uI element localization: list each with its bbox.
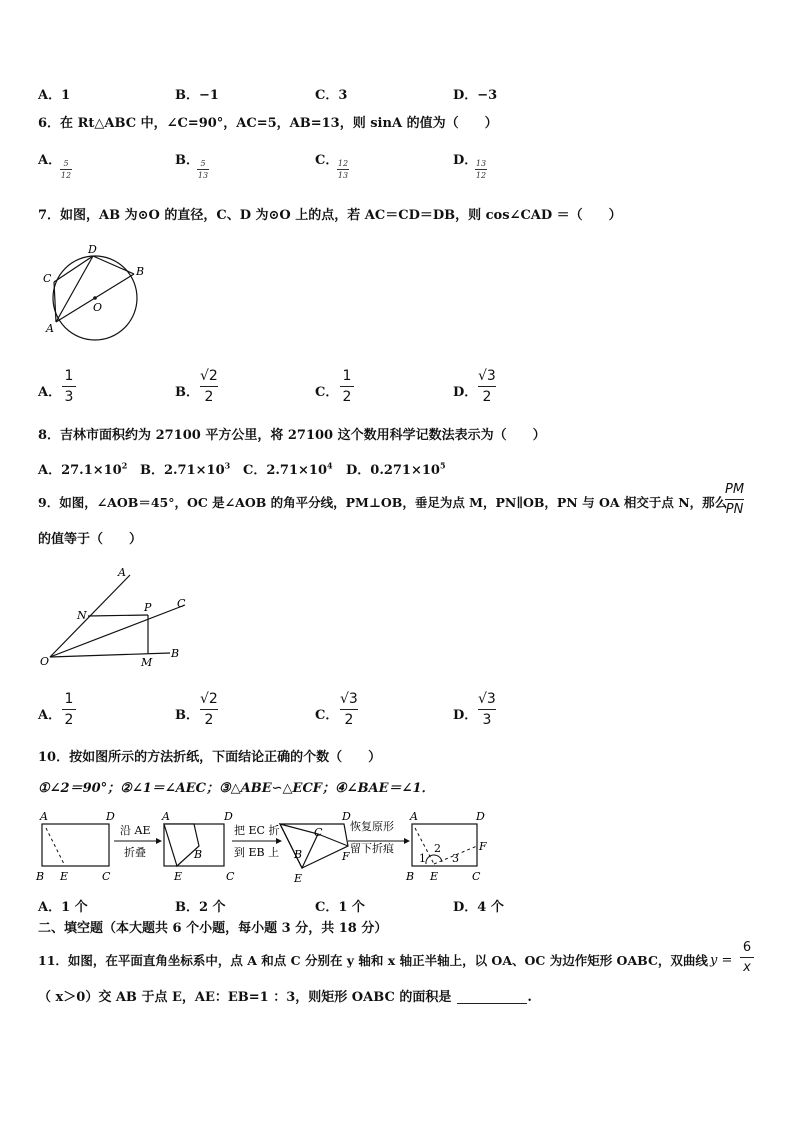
svg-text:C: C (472, 870, 481, 883)
q9-ratio-fraction (725, 482, 744, 517)
svg-text:B: B (194, 848, 203, 861)
label-m: M (141, 656, 153, 669)
q10-option-d: D．4 个 (453, 900, 504, 915)
svg-text:B: B (36, 870, 45, 883)
q6-option-c-fraction (337, 159, 349, 180)
q8-option-d (346, 459, 446, 478)
svg-text:E: E (294, 872, 303, 885)
svg-text:C: C (226, 870, 235, 883)
q6-option-b-label: B． (175, 153, 199, 168)
numerator: 5 (63, 159, 69, 168)
numerator: PM (725, 482, 745, 497)
denominator: 13 (197, 171, 209, 180)
q6-option-a-label: A． (38, 153, 62, 168)
q9-option-a-label: A． (38, 708, 62, 723)
q8-option-a-base: A．27.1×10 (38, 463, 122, 478)
section-2-title: 二、填空题（本大题共 6 个小题，每小题 3 分，共 18 分） (38, 921, 388, 936)
q5-option-d: D．−3 (453, 88, 498, 103)
label-b: B (171, 647, 180, 660)
q7-option-d-fraction (478, 368, 496, 405)
denominator: 3 (64, 389, 74, 405)
label-o: O (93, 301, 103, 314)
svg-text:D: D (106, 810, 115, 823)
q11-hyperbola-fraction (740, 940, 754, 975)
arrow2-line2: 到 EB 上 (234, 846, 280, 859)
q9-option-c-label: C． (315, 708, 339, 723)
q10-conclusions: ①∠2＝90°；②∠1＝∠AEC；③△ABE∽△ECF；④∠BAE＝∠1． (38, 781, 435, 796)
q11-line2-text: （ x＞0）交 AB 于点 E，AE：EB=1 ：3，则矩形 OABC 的面积是 (38, 990, 452, 1005)
svg-text:A: A (162, 810, 170, 823)
q8-option-d-exp: 5 (439, 460, 446, 471)
label-b: B (136, 265, 145, 278)
q7-stem: 7．如图，AB 为⊙O 的直径，C、D 为⊙O 上的点，若 AC＝CD＝DB，则 cos∠CAD ＝（ ） (38, 208, 622, 223)
q7-option-a-label: A． (38, 385, 62, 400)
q6-option-b-fraction (197, 159, 209, 180)
svg-text:E: E (430, 870, 439, 883)
numerator: 5 (200, 159, 206, 168)
denominator: 13 (337, 171, 349, 180)
arrow2-line1: 把 EC 折 (234, 824, 280, 837)
q9-option-b-fraction (200, 691, 218, 728)
label-o: O (40, 655, 50, 668)
denominator: 2 (342, 389, 352, 405)
q8-option-a-exp: 2 (121, 460, 128, 471)
numerator: 1 (64, 691, 74, 707)
denominator: 12 (60, 171, 72, 180)
q8-option-b-base: B．2.71×10 (140, 463, 225, 478)
q9-angle-figure (40, 565, 200, 674)
svg-text:F: F (342, 850, 350, 863)
q5-option-a: A．1 (38, 88, 71, 103)
denominator: PN (725, 502, 744, 517)
label-a: A (46, 322, 54, 335)
q8-option-c-base: C．2.71×10 (243, 463, 327, 478)
q9-option-c-fraction (340, 691, 358, 728)
q6-stem: 6．在 Rt△ABC 中，∠C=90°，AC=5，AB=13，则 sinA 的值为（ ） (38, 116, 498, 131)
q8-option-c-exp: 4 (327, 460, 333, 471)
q11-answer-blank[interactable] (457, 1003, 527, 1004)
label-c: C (177, 597, 186, 610)
numerator: 6 (742, 940, 752, 955)
q10-option-c: C．1 个 (315, 900, 365, 915)
q5-option-b: B．−1 (175, 88, 219, 103)
q11-period: . (527, 990, 532, 1005)
q7-option-d-label: D． (453, 385, 478, 400)
q9-stem: 9．如图，∠AOB＝45°，OC 是∠AOB 的角平分线，PM⊥OB，垂足为点 M，PN∥OB，PN 与 OA 相交于点 N，那么 (38, 495, 728, 510)
q6-option-d-fraction (475, 159, 487, 180)
q9-option-d-fraction (478, 691, 496, 728)
q11-line1: 11．如图，在平面直角坐标系中，点 A 和点 C 分别在 y 轴和 x 轴正半轴上，以 OA、OC 为边作矩形 OABC，双曲线 (38, 953, 708, 968)
q7-option-a-fraction (62, 368, 76, 405)
denominator: x (743, 960, 751, 975)
svg-text:D: D (476, 810, 485, 823)
label-d: D (88, 243, 97, 256)
svg-text:E: E (174, 870, 183, 883)
q8-option-b-exp: 3 (224, 460, 231, 471)
q8-option-c (243, 459, 333, 478)
denominator: 2 (64, 712, 74, 728)
q5-option-c: C．3 (315, 88, 348, 103)
denominator: 2 (482, 389, 492, 405)
q8-option-d-base: D．0.271×10 (346, 463, 440, 478)
numerator: √3 (478, 368, 496, 384)
numerator: √3 (478, 691, 496, 707)
svg-text:B: B (294, 848, 303, 861)
q11-y-eq: y = (710, 953, 733, 968)
svg-text:E: E (60, 870, 69, 883)
denominator: 2 (204, 389, 214, 405)
svg-text:B: B (406, 870, 415, 883)
svg-text:C: C (102, 870, 111, 883)
svg-text:F: F (479, 840, 487, 853)
q9-option-b-label: B． (175, 708, 199, 723)
label-c: C (43, 272, 52, 285)
q9-option-a-fraction (62, 691, 76, 728)
numerator: 12 (337, 159, 349, 168)
label-p: P (144, 601, 152, 614)
q7-option-b-label: B． (175, 385, 199, 400)
q8-option-a (38, 459, 127, 478)
svg-text:3: 3 (452, 852, 459, 865)
q7-option-c-fraction (340, 368, 354, 405)
q9-option-d-label: D． (453, 708, 478, 723)
arrow3-line1: 恢复原形 (350, 820, 394, 833)
arrow1-line2: 折叠 (124, 846, 146, 859)
q6-option-a-fraction (60, 159, 72, 180)
q10-option-a: A．1 个 (38, 900, 88, 915)
q8-option-b (140, 459, 230, 478)
numerator: 1 (342, 368, 352, 384)
label-a: A (118, 566, 126, 579)
denominator: 2 (204, 712, 214, 728)
numerator: √2 (200, 691, 218, 707)
svg-text:D: D (342, 810, 351, 823)
numerator: 1 (64, 368, 74, 384)
q10-stem: 10．按如图所示的方法折纸，下面结论正确的个数（ ） (38, 750, 382, 765)
svg-text:1: 1 (419, 852, 426, 865)
q9-stem-continued: 的值等于（ ） (38, 532, 143, 547)
q6-option-c-label: C． (315, 153, 339, 168)
denominator: 3 (482, 712, 492, 728)
label-n: N (77, 609, 87, 622)
svg-text:A: A (40, 810, 48, 823)
q11-line2 (38, 991, 532, 1004)
q7-option-b-fraction (200, 368, 218, 405)
arrow1-line1: 沿 AE (120, 824, 151, 837)
numerator: √2 (200, 368, 218, 384)
svg-text:2: 2 (434, 842, 441, 855)
svg-text:C: C (314, 826, 323, 839)
q7-circle-figure (40, 240, 150, 344)
denominator: 12 (475, 171, 487, 180)
svg-text:D: D (224, 810, 233, 823)
denominator: 2 (344, 712, 354, 728)
svg-text:A: A (410, 810, 418, 823)
q8-stem: 8．吉林市面积约为 27100 平方公里，将 27100 这个数用科学记数法表示为（ ） (38, 428, 546, 443)
q10-folding-figure (34, 806, 504, 890)
numerator: 13 (475, 159, 487, 168)
numerator: √3 (340, 691, 358, 707)
q10-option-b: B．2 个 (175, 900, 226, 915)
arrow3-line2: 留下折痕 (350, 842, 394, 855)
q7-option-c-label: C． (315, 385, 339, 400)
q6-option-d-label: D． (453, 153, 478, 168)
